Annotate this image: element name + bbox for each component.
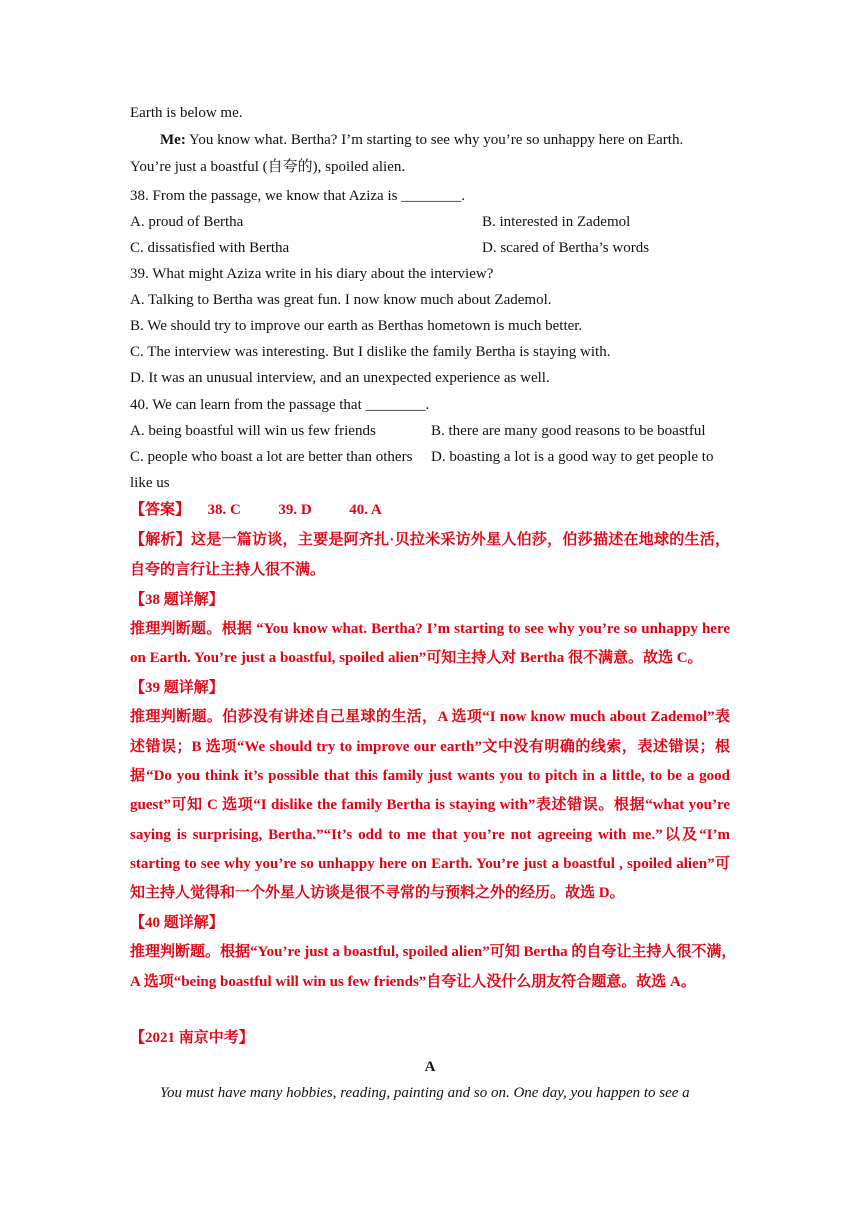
- q38-option-a: A. proud of Bertha: [130, 214, 244, 230]
- detail-39-line: guest”可知 C 选项“I dislike the family Bertha is staying with”表述错误。根据“what you’re: [130, 797, 730, 813]
- detail-39-line: starting to see why you’re so unhappy here on Earth. You’re just a boastful , spoiled alien”可: [130, 856, 730, 872]
- dialogue-line: [160, 130, 683, 150]
- detail-39-line: 知主持人觉得和一个外星人访谈是很不寻常的与预料之外的经历。故选 D。: [130, 885, 625, 901]
- q40-option-c: C. people who boast a lot are better than others: [130, 449, 413, 465]
- detail-39-line: 述错误；B 选项“We should try to improve our earth”文中没有明确的线索，表述错误；根: [130, 739, 730, 755]
- passage-first-line: You must have many hobbies, reading, painting and so on. One day, you happen to see a: [160, 1085, 690, 1101]
- q39-option-b: B. We should try to improve our earth as Berthas hometown is much better.: [130, 318, 583, 334]
- detail-40-heading: 【40 题详解】: [130, 915, 224, 931]
- intro-line: You’re just a boastful (自夸的), spoiled alien.: [130, 159, 406, 175]
- dialogue-text: You know what. Bertha? I’m starting to see why you’re so unhappy here on Earth.: [185, 132, 684, 148]
- speaker-label: Me:: [160, 132, 186, 148]
- question-40-stem: 40. We can learn from the passage that ________.: [130, 397, 430, 413]
- detail-39-line: 推理判断题。伯莎没有讲述自己星球的生活，A 选项“I now know much about Zademol”表: [130, 709, 730, 725]
- q38-option-c: C. dissatisfied with Bertha: [130, 240, 290, 256]
- detail-40-line: A 选项“being boastful will win us few friends”自夸让人没什么朋友符合题意。故选 A。: [130, 974, 696, 990]
- answer-38: 38. C: [207, 502, 241, 518]
- question-38-stem: 38. From the passage, we know that Aziza is ________.: [130, 188, 465, 204]
- detail-39-line: saying is surprising, Bertha.”“It’s odd to me that you’re not agreeing with me.”以及“I’m: [130, 827, 730, 843]
- q40-option-d: D. boasting a lot is a good way to get people to: [431, 449, 714, 465]
- passage-title: A: [424, 1059, 436, 1075]
- q39-option-c: C. The interview was interesting. But I dislike the family Bertha is staying with.: [130, 344, 611, 360]
- q38-option-b: B. interested in Zademol: [482, 214, 631, 230]
- q40-option-a: A. being boastful will win us few friends: [130, 423, 376, 439]
- detail-40-line: 推理判断题。根据“You’re just a boastful, spoiled alien”可知 Bertha 的自夸让主持人很不满，: [130, 944, 737, 960]
- q40-option-d-continued: like us: [130, 475, 170, 491]
- q39-option-a: A. Talking to Bertha was great fun. I now know much about Zademol.: [130, 292, 552, 308]
- detail-38-line: on Earth. You’re just a boastful, spoiled alien”可知主持人对 Bertha 很不满意。故选 C。: [130, 650, 703, 666]
- detail-38-heading: 【38 题详解】: [130, 592, 224, 608]
- answer-label: 【答案】: [130, 502, 191, 518]
- detail-39-line: 据“Do you think it’s possible that this family just wants you to pitch in a little, to be a good: [130, 768, 730, 784]
- q39-option-d: D. It was an unusual interview, and an unexpected experience as well.: [130, 370, 550, 386]
- intro-line: Earth is below me.: [130, 105, 243, 121]
- detail-39-heading: 【39 题详解】: [130, 680, 224, 696]
- analysis-line: 【解析】这是一篇访谈，主要是阿齐扎·贝拉米采访外星人伯莎，伯莎描述在地球的生活，: [130, 532, 730, 548]
- analysis-line: 自夸的言行让主持人很不满。: [130, 562, 326, 578]
- answer-40: 40. A: [349, 502, 382, 518]
- section-tag: 【2021 南京中考】: [130, 1030, 254, 1046]
- question-39-stem: 39. What might Aziza write in his diary about the interview?: [130, 266, 494, 282]
- answer-39: 39. D: [278, 502, 312, 518]
- detail-38-line: 推理判断题。根据 “You know what. Bertha? I’m starting to see why you’re so unhappy here: [130, 621, 730, 637]
- q40-option-b: B. there are many good reasons to be boastful: [431, 423, 706, 439]
- answer-line: [130, 500, 382, 520]
- q38-option-d: D. scared of Bertha’s words: [482, 240, 650, 256]
